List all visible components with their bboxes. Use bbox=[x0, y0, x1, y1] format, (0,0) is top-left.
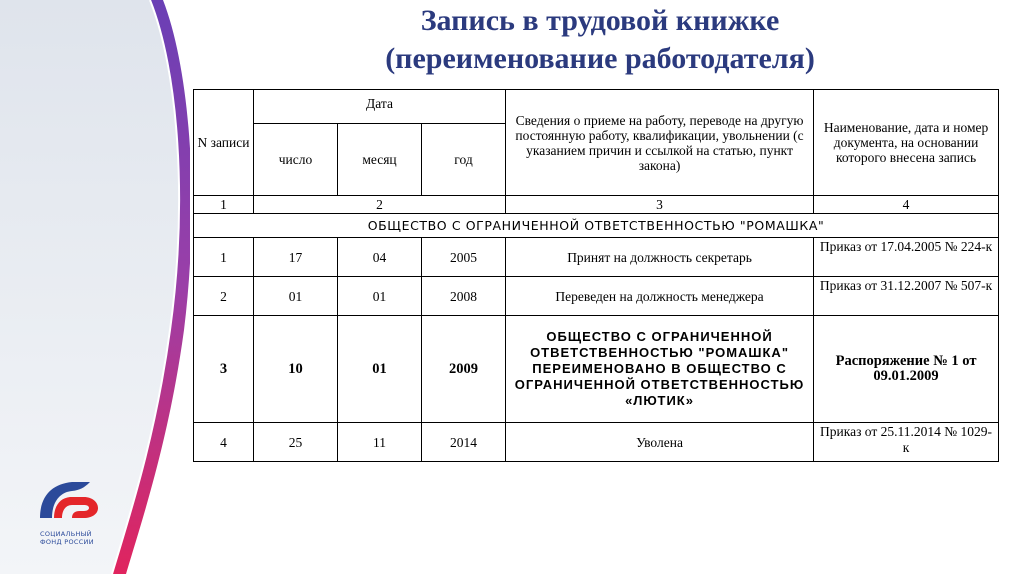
page-title bbox=[230, 2, 970, 78]
header-info: Сведения о приеме на работу, переводе на другую постоянную работу, квалификации, увольнении (с указанием причин и ссылкой на статью, пункт закона) bbox=[506, 90, 814, 196]
row-year: 2009 bbox=[422, 316, 506, 423]
col-number-1: 1 bbox=[194, 196, 254, 214]
row-day: 25 bbox=[254, 423, 338, 462]
row-info: Принят на должность секретарь bbox=[506, 238, 814, 277]
row-basis: Приказ от 31.12.2007 № 507-к bbox=[814, 277, 999, 316]
social-fund-logo-icon bbox=[32, 474, 108, 526]
row-basis: Распоряжение № 1 от 09.01.2009 bbox=[814, 316, 999, 423]
row-year: 2008 bbox=[422, 277, 506, 316]
row-no: 4 bbox=[194, 423, 254, 462]
logo-caption bbox=[40, 530, 94, 546]
row-info: ОБЩЕСТВО С ОГРАНИЧЕННОЙ ОТВЕТСТВЕННОСТЬЮ "РОМАШКА" ПЕРЕИМЕНОВАНО В ОБЩЕСТВО С ОГРАНИЧЕННОЙ ОТВЕТСТВЕННОСТЬЮ «ЛЮТИК» bbox=[506, 316, 814, 423]
table-row bbox=[194, 238, 999, 277]
row-day: 17 bbox=[254, 238, 338, 277]
row-no: 2 bbox=[194, 277, 254, 316]
row-day: 01 bbox=[254, 277, 338, 316]
logo-caption-line1: СОЦИАЛЬНЫЙ bbox=[40, 530, 92, 538]
header-day: число bbox=[254, 124, 338, 196]
table-row bbox=[194, 316, 999, 423]
row-basis: Приказ от 17.04.2005 № 224-к bbox=[814, 238, 999, 277]
row-no: 1 bbox=[194, 238, 254, 277]
row-year: 2005 bbox=[422, 238, 506, 277]
row-month: 11 bbox=[338, 423, 422, 462]
header-basis: Наименование, дата и номер документа, на основании которого внесена запись bbox=[814, 90, 999, 196]
work-book-table bbox=[193, 89, 999, 462]
header-year: год bbox=[422, 124, 506, 196]
org-name-row: ОБЩЕСТВО С ОГРАНИЧЕННОЙ ОТВЕТСТВЕННОСТЬЮ "РОМАШКА" bbox=[194, 214, 999, 238]
col-number-4: 4 bbox=[814, 196, 999, 214]
title-line1: Запись в трудовой книжке bbox=[420, 4, 780, 37]
row-month: 01 bbox=[338, 277, 422, 316]
header-month: месяц bbox=[338, 124, 422, 196]
row-info: Уволена bbox=[506, 423, 814, 462]
row-no: 3 bbox=[194, 316, 254, 423]
title-line2: (переименование работодателя) bbox=[385, 42, 815, 75]
row-month: 01 bbox=[338, 316, 422, 423]
header-record-no: N записи bbox=[194, 90, 254, 196]
table-row bbox=[194, 423, 999, 462]
row-month: 04 bbox=[338, 238, 422, 277]
row-day: 10 bbox=[254, 316, 338, 423]
row-info: Переведен на должность менеджера bbox=[506, 277, 814, 316]
table-row bbox=[194, 277, 999, 316]
logo-caption-line2: ФОНД РОССИИ bbox=[40, 538, 94, 546]
header-date: Дата bbox=[254, 90, 506, 124]
row-year: 2014 bbox=[422, 423, 506, 462]
col-number-2: 2 bbox=[254, 196, 506, 214]
col-number-3: 3 bbox=[506, 196, 814, 214]
row-basis: Приказ от 25.11.2014 № 1029-к bbox=[814, 423, 999, 462]
